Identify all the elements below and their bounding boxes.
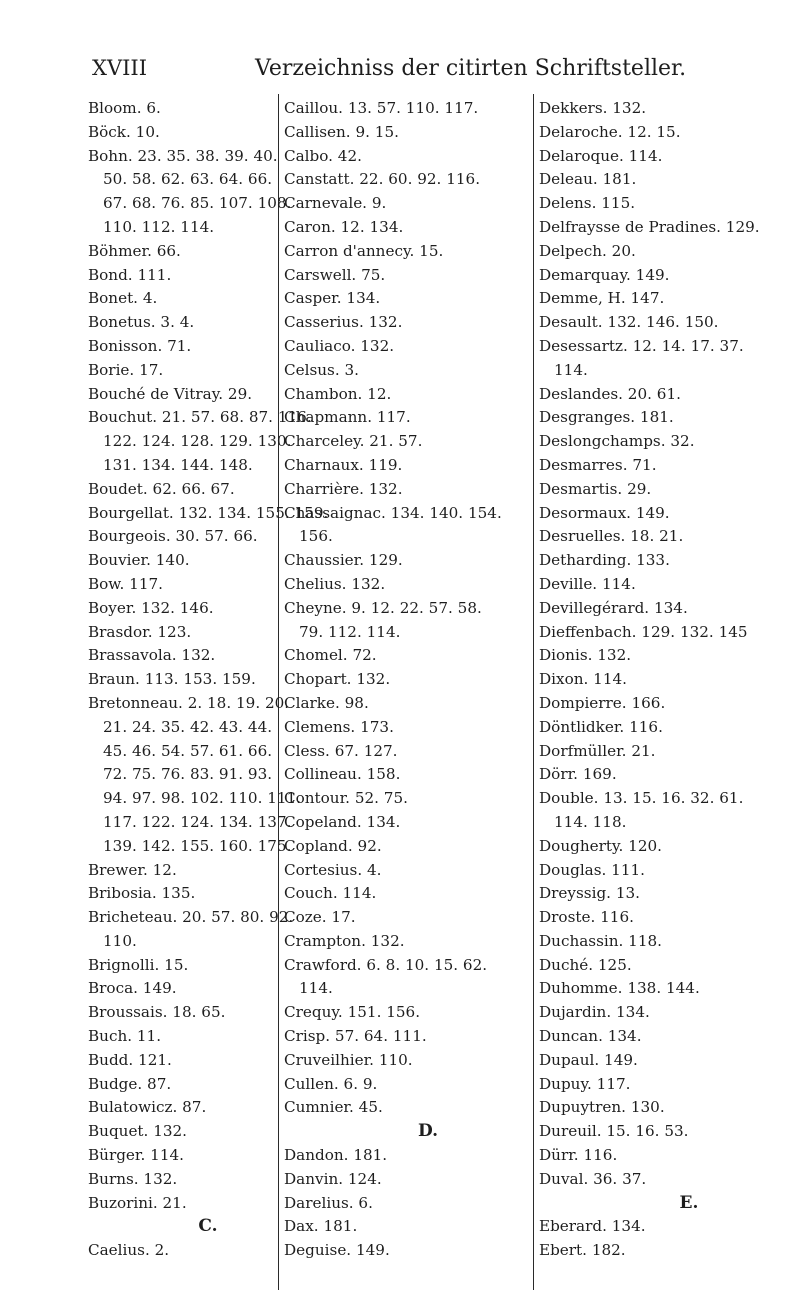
index-entry: Desmartis. 29. <box>539 479 652 498</box>
index-entry-continuation: 156. <box>299 527 333 546</box>
index-entry: Bow. 117. <box>88 574 163 593</box>
index-entry: Delaroche. 12. 15. <box>539 122 681 141</box>
index-entry: Desmarres. 71. <box>539 455 657 474</box>
index-entry: Calbo. 42. <box>284 146 362 165</box>
index-entry: Budd. 121. <box>88 1050 172 1069</box>
index-entry: Dupuytren. 130. <box>539 1098 665 1117</box>
index-entry: Buzorini. 21. <box>88 1193 187 1212</box>
index-entry-continuation: 139. 142. 155. 160. 175. <box>103 836 292 855</box>
index-entry: Delens. 115. <box>539 194 636 213</box>
index-entry: Dandon. 181. <box>284 1146 388 1165</box>
index-entry: Darelius. 6. <box>284 1193 373 1212</box>
index-entry-continuation: 110. 112. 114. <box>103 217 215 236</box>
index-entry: Demme, H. 147. <box>539 289 665 308</box>
index-entry: Caillou. 13. 57. 110. 117. <box>284 99 479 117</box>
index-entry-continuation: 45. 46. 54. 57. 61. 66. <box>103 741 273 760</box>
index-entry-continuation: 94. 97. 98. 102. 110. 111. <box>103 789 302 808</box>
index-entry-continuation: 114. 118. <box>554 812 627 831</box>
index-entry: Bohn. 23. 35. 38. 39. 40. <box>88 146 278 165</box>
index-entry: Brasdor. 123. <box>88 622 192 641</box>
index-entry-continuation: 122. 124. 128. 129. 130. <box>103 432 292 451</box>
index-entry: Bouchut. 21. 57. 68. 87. 116. <box>88 408 312 427</box>
index-entry: Delfraysse de Pradines. 129. <box>539 217 760 236</box>
index-entry: Clemens. 173. <box>284 717 394 736</box>
index-entry: Charceley. 21. 57. <box>284 432 423 451</box>
index-column-3 <box>539 97 799 1263</box>
index-entry: Dionis. 132. <box>539 646 632 665</box>
index-entry: Clarke. 98. <box>284 693 369 712</box>
index-entry: Broussais. 18. 65. <box>88 1003 226 1022</box>
index-entry: Chomel. 72. <box>284 646 377 665</box>
index-entry: Dax. 181. <box>284 1217 358 1236</box>
running-title: Verzeichniss der citirten Schriftsteller. <box>255 56 687 81</box>
index-entry: Dieffenbach. 129. 132. 145 <box>539 622 748 641</box>
index-entry: Dekkers. 132. <box>539 99 647 117</box>
index-entry: Crequy. 151. 156. <box>284 1003 421 1022</box>
index-entry: Celsus. 3. <box>284 360 359 379</box>
index-entry: Coze. 17. <box>284 908 356 927</box>
index-entry: Brewer. 12. <box>88 860 177 879</box>
index-entry: Bonisson. 71. <box>88 336 192 355</box>
index-entry: Döntlidker. 116. <box>539 717 663 736</box>
index-entry: Dixon. 114. <box>539 670 627 689</box>
index-entry: Danvin. 124. <box>284 1169 382 1188</box>
index-entry: Cortesius. 4. <box>284 860 382 879</box>
index-entry: Budge. 87. <box>88 1074 172 1093</box>
index-entry: Bloom. 6. <box>88 99 161 117</box>
index-entry: Couch. 114. <box>284 884 377 903</box>
index-entry: Charnaux. 119. <box>284 455 403 474</box>
index-entry-continuation: 117. 122. 124. 134. 137. <box>103 812 292 831</box>
index-entry: Dupuy. 117. <box>539 1074 631 1093</box>
index-entry: Böck. 10. <box>88 122 160 141</box>
page-header <box>0 0 801 90</box>
index-entry: Dürr. 116. <box>539 1146 618 1165</box>
index-entry: Delaroque. 114. <box>539 146 663 165</box>
index-entry: Duncan. 134. <box>539 1027 642 1046</box>
index-entry: Burns. 132. <box>88 1169 178 1188</box>
index-entry: Buquet. 132. <box>88 1122 188 1141</box>
index-entry: Bretonneau. 2. 18. 19. 20. <box>88 693 290 712</box>
index-entry: Carnevale. 9. <box>284 194 387 213</box>
index-entry: Dougherty. 120. <box>539 836 662 855</box>
index-entry: Duval. 36. 37. <box>539 1169 647 1188</box>
index-entry: Chelius. 132. <box>284 574 386 593</box>
index-entry: Charrière. 132. <box>284 479 403 498</box>
index-entry-continuation: 50. 58. 62. 63. 64. 66. <box>103 170 273 189</box>
index-entry-continuation: 72. 75. 76. 83. 91. 93. <box>103 765 273 784</box>
index-entry: Double. 13. 15. 16. 32. 61. <box>539 789 744 808</box>
index-entry: Casper. 134. <box>284 289 381 308</box>
index-entry: Cumnier. 45. <box>284 1098 383 1117</box>
index-entry: Boyer. 132. 146. <box>88 598 214 617</box>
index-entry: Chopart. 132. <box>284 670 391 689</box>
index-entry-continuation: 67. 68. 76. 85. 107. 108. <box>103 194 292 213</box>
index-entry: Brassavola. 132. <box>88 646 216 665</box>
index-entry: Bourgellat. 132. 134. 155. 159. <box>88 503 329 522</box>
index-entry: Dorfmüller. 21. <box>539 741 656 760</box>
index-entry-continuation: 79. 112. 114. <box>299 622 401 641</box>
index-entry: Casserius. 132. <box>284 313 403 332</box>
index-entry: Desruelles. 18. 21. <box>539 527 684 546</box>
index-entry: Duché. 125. <box>539 955 632 974</box>
index-entry: Collineau. 158. <box>284 765 401 784</box>
index-entry: Duhomme. 138. 144. <box>539 979 700 998</box>
index-entry-continuation: 131. 134. 144. 148. <box>103 455 253 474</box>
index-entry: Dompierre. 166. <box>539 693 666 712</box>
index-entry: Cheyne. 9. 12. 22. 57. 58. <box>284 598 482 617</box>
index-entry: Chassaignac. 134. 140. 154. <box>284 503 502 522</box>
index-entry: Deleau. 181. <box>539 170 637 189</box>
index-entry: Chambon. 12. <box>284 384 392 403</box>
index-entry: Bond. 111. <box>88 265 172 284</box>
index-entry: Eberard. 134. <box>539 1217 646 1236</box>
index-entry-continuation: 21. 24. 35. 42. 43. 44. <box>103 717 273 736</box>
index-entry: Carswell. 75. <box>284 265 386 284</box>
section-letter: D. <box>417 1121 439 1142</box>
index-entry: Dupaul. 149. <box>539 1050 638 1069</box>
section-letter: C. <box>198 1216 218 1237</box>
index-entry: Deslandes. 20. 61. <box>539 384 681 403</box>
index-entry: Devillegérard. 134. <box>539 598 688 617</box>
index-entry: Desormaux. 149. <box>539 503 670 522</box>
index-entry: Bonetus. 3. 4. <box>88 313 195 332</box>
index-entry: Contour. 52. 75. <box>284 789 408 808</box>
index-entry: Dujardin. 134. <box>539 1003 650 1022</box>
index-entry: Duchassin. 118. <box>539 931 662 950</box>
index-entry: Braun. 113. 153. 159. <box>88 670 256 689</box>
index-entry: Caelius. 2. <box>88 1241 170 1260</box>
page-number: XVIII <box>92 56 148 80</box>
index-entry: Böhmer. 66. <box>88 241 181 260</box>
index-entry: Crawford. 6. 8. 10. 15. 62. <box>284 955 488 974</box>
index-entry: Desgranges. 181. <box>539 408 674 427</box>
index-entry: Chaussier. 129. <box>284 551 403 570</box>
index-entry: Borie. 17. <box>88 360 164 379</box>
index-entry: Bouvier. 140. <box>88 551 190 570</box>
index-entry: Deville. 114. <box>539 574 636 593</box>
index-entry: Cruveilhier. 110. <box>284 1050 413 1069</box>
index-entry: Crampton. 132. <box>284 931 405 950</box>
index-entry: Cauliaco. 132. <box>284 336 395 355</box>
index-entry: Dreyssig. 13. <box>539 884 640 903</box>
index-entry-continuation: 110. <box>103 931 137 950</box>
index-entry: Desessartz. 12. 14. 17. 37. <box>539 336 744 355</box>
index-entry: Deguise. 149. <box>284 1241 390 1260</box>
index-entry: Copeland. 134. <box>284 812 401 831</box>
index-column-2 <box>284 97 532 1263</box>
index-entry: Dörr. 169. <box>539 765 617 784</box>
index-entry: Bouché de Vitray. 29. <box>88 384 253 403</box>
index-entry: Bricheteau. 20. 57. 80. 92. <box>88 908 294 927</box>
index-entry: Bonet. 4. <box>88 289 158 308</box>
index-entry: Broca. 149. <box>88 979 177 998</box>
index-entry: Delpech. 20. <box>539 241 636 260</box>
index-entry: Droste. 116. <box>539 908 634 927</box>
section-letter: E. <box>679 1192 699 1213</box>
index-entry: Detharding. 133. <box>539 551 670 570</box>
index-entry: Deslongchamps. 32. <box>539 432 695 451</box>
index-entry: Chapmann. 117. <box>284 408 411 427</box>
index-entry: Canstatt. 22. 60. 92. 116. <box>284 170 481 189</box>
index-entry: Copland. 92. <box>284 836 382 855</box>
index-entry: Buch. 11. <box>88 1027 162 1046</box>
index-entry: Crisp. 57. 64. 111. <box>284 1027 427 1046</box>
index-entry: Brignolli. 15. <box>88 955 189 974</box>
index-entry: Cullen. 6. 9. <box>284 1074 378 1093</box>
index-entry-continuation: 114. <box>299 979 333 998</box>
index-entry: Bourgeois. 30. 57. 66. <box>88 527 258 546</box>
index-entry: Bribosia. 135. <box>88 884 196 903</box>
index-entry: Boudet. 62. 66. 67. <box>88 479 235 498</box>
index-entry: Douglas. 111. <box>539 860 646 879</box>
index-entry: Callisen. 9. 15. <box>284 122 399 141</box>
index-entry: Desault. 132. 146. 150. <box>539 313 719 332</box>
index-entry: Bulatowicz. 87. <box>88 1098 207 1117</box>
column-divider <box>533 94 534 1290</box>
index-entry: Carron d'annecy. 15. <box>284 241 444 260</box>
index-entry: Caron. 12. 134. <box>284 217 404 236</box>
index-entry: Bürger. 114. <box>88 1146 184 1165</box>
index-entry: Cless. 67. 127. <box>284 741 398 760</box>
index-entry-continuation: 114. <box>554 360 588 379</box>
index-entry: Demarquay. 149. <box>539 265 670 284</box>
index-entry: Dureuil. 15. 16. 53. <box>539 1122 689 1141</box>
index-entry: Ebert. 182. <box>539 1241 626 1260</box>
